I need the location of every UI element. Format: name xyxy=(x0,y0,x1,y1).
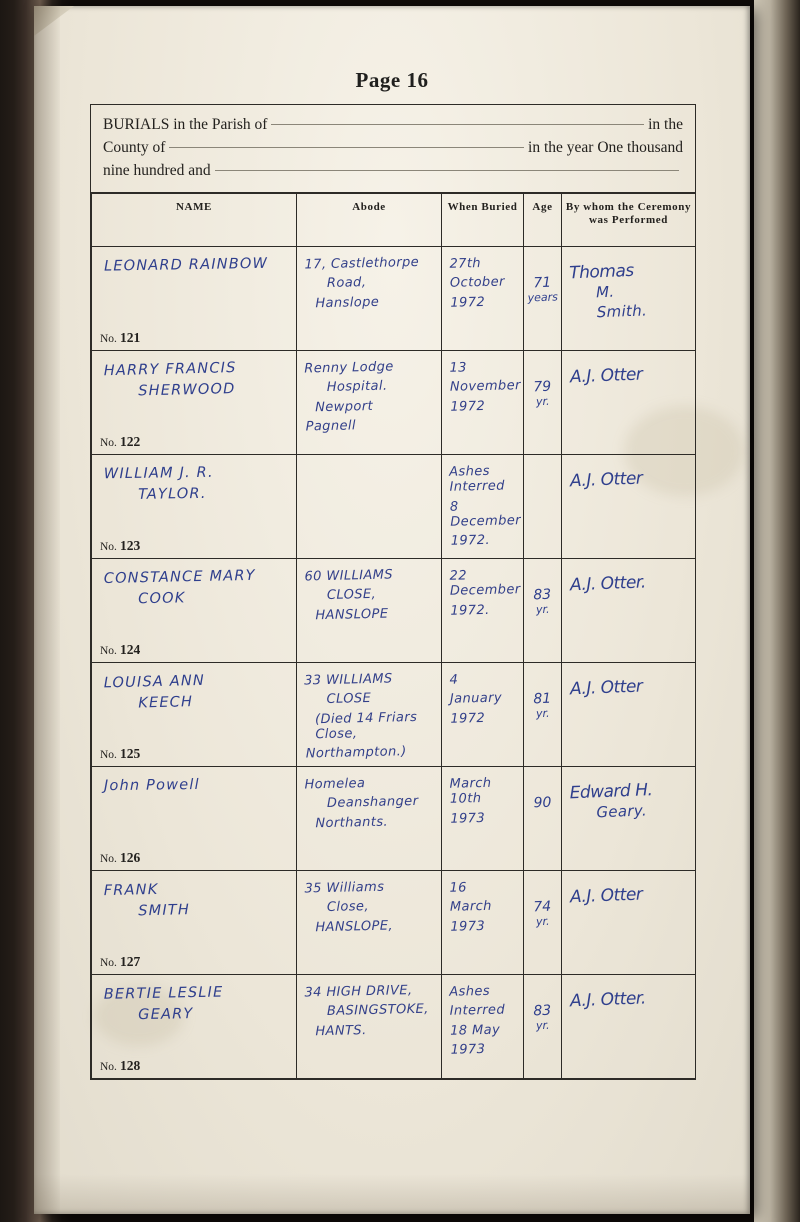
abode-line: HANTS. xyxy=(315,1022,367,1039)
entry-number-value: 122 xyxy=(119,434,141,449)
cell-ceremony-performed-by xyxy=(562,767,696,871)
county-blank-line xyxy=(169,147,524,148)
when-line: Ashes xyxy=(449,983,491,1000)
abode-line: Renny Lodge xyxy=(304,359,394,377)
table-body xyxy=(92,247,696,1079)
cell-name xyxy=(92,767,297,871)
entry-number-label: No. xyxy=(100,749,117,761)
table-header-row xyxy=(92,194,696,247)
table-row xyxy=(92,351,696,455)
handwritten-surname: SHERWOOD xyxy=(138,381,236,400)
cell-abode xyxy=(297,247,442,351)
cell-when-buried xyxy=(442,975,524,1079)
handwritten-surname: KEECH xyxy=(138,694,194,712)
handwritten-when-buried xyxy=(449,775,517,830)
abode-line: 17, Castlethorpe xyxy=(304,254,420,273)
abode-line: Hanslope xyxy=(315,294,380,311)
age-value: 74 xyxy=(533,898,552,916)
handwritten-signature xyxy=(570,883,692,908)
entry-number-label: No. xyxy=(100,645,117,657)
entry-number-value: 123 xyxy=(119,538,141,553)
when-line: March 10th xyxy=(449,775,492,808)
abode-line: Deanshanger xyxy=(326,794,419,812)
abode-line: HANSLOPE, xyxy=(315,918,394,935)
abode-line: Pagnell xyxy=(305,418,357,435)
handwritten-abode xyxy=(305,463,435,466)
handwritten-surname: SMITH xyxy=(138,902,191,920)
handwritten-name: BERTIE LESLIE GEARY xyxy=(104,983,291,1025)
table-row xyxy=(92,767,696,871)
handwritten-abode xyxy=(304,879,435,940)
cell-age xyxy=(524,663,562,767)
cell-when-buried xyxy=(442,871,524,975)
entry-number-label: No. xyxy=(100,1061,117,1073)
handwritten-abode xyxy=(304,359,436,439)
age-unit: yr. xyxy=(535,914,550,928)
when-line: 27th xyxy=(449,256,482,272)
table-row xyxy=(92,975,696,1079)
handwritten-surname: COOK xyxy=(138,590,186,608)
when-line: 1972 xyxy=(450,294,486,311)
when-line: 16 xyxy=(449,880,468,896)
cell-ceremony-performed-by xyxy=(562,663,696,767)
column-header-when-buried: When Buried xyxy=(442,194,524,247)
signature-line-1: A.J. Otter xyxy=(569,676,643,700)
handwritten-when-buried xyxy=(449,255,517,314)
cell-when-buried xyxy=(442,351,524,455)
parish-blank-line xyxy=(271,124,644,125)
cell-age xyxy=(524,351,562,455)
when-line: Ashes Interred xyxy=(449,463,505,496)
handwritten-signature xyxy=(569,779,691,823)
when-line: November xyxy=(449,378,521,396)
abode-line: Northampton.) xyxy=(305,744,407,762)
cell-age xyxy=(524,455,562,559)
handwritten-age xyxy=(524,482,561,483)
entry-number-value: 124 xyxy=(119,642,141,657)
cell-name xyxy=(92,247,297,351)
handwritten-signature xyxy=(569,259,692,323)
handwritten-age xyxy=(523,274,561,305)
cell-when-buried xyxy=(442,767,524,871)
handwritten-age xyxy=(523,1002,561,1033)
signature-line-2: Geary. xyxy=(596,801,648,822)
abode-line: Close, xyxy=(326,899,370,916)
handwritten-signature xyxy=(570,363,692,388)
signature-line-1: A.J. Otter. xyxy=(569,572,647,596)
cell-age xyxy=(524,767,562,871)
abode-line: 33 WILLIAMS xyxy=(303,671,393,689)
entry-number xyxy=(100,642,140,658)
burials-register xyxy=(90,104,696,1080)
handwritten-name: LOUISA ANN KEECH xyxy=(104,671,291,714)
cell-age xyxy=(524,559,562,663)
cell-abode xyxy=(297,455,442,559)
handwritten-surname: TAYLOR. xyxy=(138,485,207,503)
age-value: 81 xyxy=(533,690,552,708)
abode-line: Road, xyxy=(326,275,367,292)
when-line: 1973 xyxy=(450,918,486,935)
cell-name xyxy=(92,975,297,1079)
handwritten-name: FRANK SMITH xyxy=(104,879,291,921)
handwritten-age xyxy=(524,794,562,812)
entry-number xyxy=(100,330,140,346)
entry-number-label: No. xyxy=(100,541,117,553)
cell-ceremony-performed-by xyxy=(562,871,696,975)
age-value: 90 xyxy=(533,794,552,812)
when-line: 1973 xyxy=(450,810,486,827)
year-label: nine hundred and xyxy=(103,162,211,179)
entry-number-value: 121 xyxy=(119,330,141,345)
cell-when-buried xyxy=(442,663,524,767)
cell-when-buried xyxy=(442,247,524,351)
entry-number-label: No. xyxy=(100,957,117,969)
handwritten-abode xyxy=(304,671,436,767)
abode-line: 35 Williams xyxy=(304,879,385,897)
signature-line-1: Thomas xyxy=(568,260,635,284)
cell-ceremony-performed-by xyxy=(562,455,696,559)
entry-number xyxy=(100,746,140,762)
age-value: 83 xyxy=(533,1002,552,1020)
cell-abode xyxy=(297,351,442,455)
handwritten-surname: GEARY xyxy=(138,1006,194,1024)
when-line: January xyxy=(449,690,503,708)
abode-line: (Died 14 Friars Close, xyxy=(314,709,418,743)
handwritten-signature xyxy=(570,675,692,700)
age-value: 83 xyxy=(533,586,552,604)
cell-abode xyxy=(297,975,442,1079)
cell-when-buried xyxy=(442,455,524,559)
abode-line: Newport xyxy=(315,398,374,415)
age-unit: yr. xyxy=(535,602,550,616)
handwritten-when-buried xyxy=(449,879,517,938)
register-page xyxy=(34,6,750,1214)
page-gutter-shadow xyxy=(34,6,60,1214)
entry-number-label: No. xyxy=(100,853,117,865)
when-line: 13 xyxy=(449,360,468,376)
when-line: 1972 xyxy=(450,710,486,727)
when-line: 1972 xyxy=(450,398,486,415)
cell-ceremony-performed-by xyxy=(562,975,696,1079)
handwritten-name: John Powell xyxy=(103,776,200,795)
year-blank-line xyxy=(215,170,679,171)
handwritten-name: CONSTANCE MARY COOK xyxy=(104,567,291,609)
book-edge-right xyxy=(754,0,800,1222)
when-line: 8 December xyxy=(449,499,522,530)
column-header-name: NAME xyxy=(92,194,297,247)
signature-line-1: A.J. Otter xyxy=(569,364,643,388)
handwritten-age xyxy=(523,898,561,929)
signature-line-1: Edward H. xyxy=(569,780,653,804)
entry-number-value: 125 xyxy=(119,746,141,761)
table-row xyxy=(92,663,696,767)
entry-number-label: No. xyxy=(100,437,117,449)
when-line: March xyxy=(449,899,493,916)
handwritten-when-buried xyxy=(449,463,522,553)
parish-tail: in the xyxy=(648,116,683,133)
abode-line: 60 WILLIAMS xyxy=(304,567,394,585)
age-value: 71 xyxy=(533,274,552,292)
handwritten-age xyxy=(523,378,561,409)
abode-line: 34 HIGH DRIVE, xyxy=(304,983,413,1001)
age-unit: yr. xyxy=(535,394,550,408)
entry-number xyxy=(100,1058,140,1074)
entry-number-value: 127 xyxy=(119,954,141,969)
handwritten-abode xyxy=(304,775,435,836)
table-row xyxy=(92,559,696,663)
signature-line-2: M. xyxy=(595,282,615,302)
handwritten-name: WILLIAM J. R. TAYLOR. xyxy=(104,464,291,505)
handwritten-signature xyxy=(570,467,692,492)
cell-age xyxy=(524,871,562,975)
heading-line-year xyxy=(103,159,683,182)
table-row xyxy=(92,871,696,975)
abode-line: CLOSE, xyxy=(326,587,377,604)
handwritten-when-buried xyxy=(449,671,517,730)
heading-line-county xyxy=(103,136,683,159)
abode-line: CLOSE xyxy=(326,691,372,708)
handwritten-age xyxy=(523,690,561,721)
cell-name xyxy=(92,663,297,767)
when-line: 22 December xyxy=(449,568,521,600)
year-tail: in the year One thousand xyxy=(528,139,683,156)
abode-line: Northants. xyxy=(315,814,389,831)
abode-line: Homelea xyxy=(304,776,366,793)
age-unit: years xyxy=(527,289,559,305)
entry-number xyxy=(100,434,140,450)
entry-number xyxy=(100,850,140,866)
register-heading xyxy=(91,105,695,193)
entry-number xyxy=(100,538,140,554)
cell-name xyxy=(92,871,297,975)
burials-table xyxy=(91,193,696,1079)
cell-abode xyxy=(297,663,442,767)
cell-ceremony-performed-by xyxy=(562,351,696,455)
handwritten-abode xyxy=(304,255,435,316)
when-line: Interred xyxy=(449,1002,506,1020)
heading-line-parish xyxy=(103,113,683,136)
page-title: Page 16 xyxy=(355,68,429,92)
when-line: 1972. xyxy=(450,602,490,619)
entry-number-value: 126 xyxy=(119,850,141,865)
abode-line: HANSLOPE xyxy=(315,606,389,623)
page-bottom-shadow xyxy=(34,1174,750,1214)
age-unit: yr. xyxy=(535,706,550,720)
column-header-age: Age xyxy=(524,194,562,247)
cell-name xyxy=(92,455,297,559)
handwritten-when-buried xyxy=(449,359,521,418)
cell-age xyxy=(524,247,562,351)
when-line: 1972. xyxy=(450,533,491,550)
abode-line: Hospital. xyxy=(326,378,388,396)
parish-label: BURIALS in the Parish of xyxy=(103,116,268,133)
cell-name xyxy=(92,351,297,455)
cell-age xyxy=(524,975,562,1079)
signature-line-1: A.J. Otter. xyxy=(569,988,647,1012)
entry-number-label: No. xyxy=(100,333,117,345)
entry-number xyxy=(100,954,140,970)
column-header-abode: Abode xyxy=(297,194,442,247)
signature-line-1: A.J. Otter xyxy=(569,468,643,492)
handwritten-abode xyxy=(304,983,435,1044)
handwritten-abode xyxy=(304,567,435,628)
signature-line-1: A.J. Otter xyxy=(569,884,643,908)
signature-line-3: Smith. xyxy=(596,301,648,322)
age-value: 79 xyxy=(533,378,552,396)
cell-ceremony-performed-by xyxy=(562,247,696,351)
handwritten-when-buried xyxy=(449,983,518,1062)
handwritten-name: LEONARD RAINBOW xyxy=(103,255,269,275)
age-unit: yr. xyxy=(535,1018,550,1032)
when-line: 4 xyxy=(449,672,459,688)
handwritten-signature xyxy=(570,987,692,1012)
handwritten-when-buried xyxy=(449,567,521,622)
entry-number-value: 128 xyxy=(119,1058,141,1073)
cell-ceremony-performed-by xyxy=(562,559,696,663)
handwritten-age xyxy=(523,586,561,617)
cell-name xyxy=(92,559,297,663)
handwritten-name: HARRY FRANCIS SHERWOOD xyxy=(104,359,291,402)
cell-abode xyxy=(297,871,442,975)
cell-when-buried xyxy=(442,559,524,663)
handwritten-signature xyxy=(570,571,692,596)
when-line: 1973 xyxy=(450,1041,486,1058)
table-row xyxy=(92,247,696,351)
cell-abode xyxy=(297,767,442,871)
when-line: 18 May xyxy=(450,1022,501,1039)
abode-line: BASINGSTOKE, xyxy=(326,1001,429,1020)
table-row xyxy=(92,455,696,559)
when-line: October xyxy=(449,274,505,292)
cell-abode xyxy=(297,559,442,663)
county-label: County of xyxy=(103,139,166,156)
column-header-ceremony: By whom the Ceremony was Performed xyxy=(562,194,696,247)
